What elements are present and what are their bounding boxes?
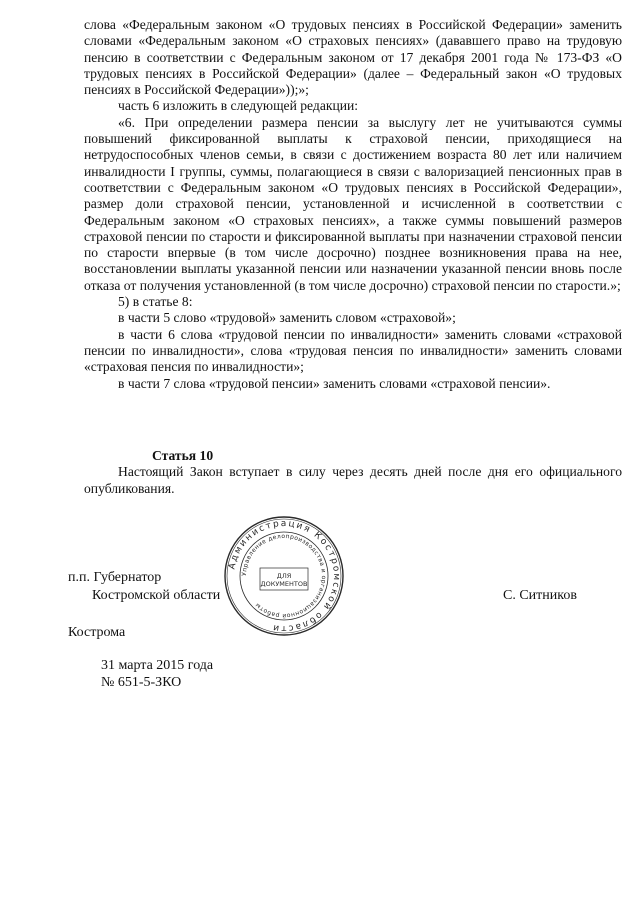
paragraph-continuation: слова «Федеральным законом «О трудовых пенсиях в Российской Федерации» заменить словами «Федеральным законом «О страховых пенсиях» (дававшего право на трудовую пенсию в соответствии с Федеральным законом от 17 декабря 2001 года № 173-ФЗ «О трудовых пенсиях в Российской Федерации» (далее – Федеральный закон «О трудовых пенсиях в Российской Федерации»));»; xyxy=(84,17,622,98)
signature-title-line1: п.п. Губернатор xyxy=(68,570,162,585)
paragraph-item5: 5) в статье 8: xyxy=(118,294,193,310)
article-10 xyxy=(84,448,622,497)
stamp-center-line2: ДОКУМЕНТОВ xyxy=(260,580,308,588)
paragraph-part6-intro: часть 6 изложить в следующей редакции: xyxy=(118,98,359,114)
paragraph-part6-text: «6. При определении размера пенсии за выслугу лет не учитываются суммы повышений фиксированной выплаты к страховой пенсии, приходящиеся на нетрудоспособных членов семьи, в связи с достижением возраста 80 лет или наличием инвалидности I группы, суммы, полагающиеся в связи с валоризацией пенсионных прав в соответствии с Федеральным законом «О трудовых пенсиях в Российской Федерации», размер доли страховой пенсии, установленной и исчисленной в соответствии с Федеральным законом «О страховых пенсиях», а также суммы повышений размеров страховой пенсии по старости и фиксированной выплаты при назначении страховой пенсии по старости впервые (в том числе досрочно) позднее возникновения права на нее, восстановлении выплаты указанной пенсии или назначении указанной пенсии вновь после отказа от получения установленной (в том числе досрочно) страховой пенсии по старости.»; xyxy=(84,114,622,293)
amendment-text xyxy=(84,17,622,392)
paragraph-item5-part6: в части 6 слова «трудовой пенсии по инвалидности» заменить словами «страховой пенсии по инвалидности», слова «трудовая пенсия по инвалидности» заменить словами «страховая пенсия по инвалидности»; xyxy=(84,326,622,375)
signature-name: С. Ситников xyxy=(503,588,577,603)
article-10-text: Настоящий Закон вступает в силу через десять дней после дня его официального опубликования. xyxy=(84,464,622,496)
place-of-signing: Кострома xyxy=(68,625,126,640)
signing-date: 31 марта 2015 года xyxy=(101,658,214,673)
official-stamp xyxy=(222,514,346,638)
signature-title-line2: Костромской области xyxy=(92,588,221,603)
stamp-outer-text: Администрация Костромской области xyxy=(227,518,342,634)
paragraph-item5-part5: в части 5 слово «трудовой» заменить словом «страховой»; xyxy=(118,310,456,326)
article-10-heading: Статья 10 xyxy=(152,448,214,463)
stamp-seal-graphic xyxy=(222,514,346,638)
paragraph-item5-part7: в части 7 слова «трудовой пенсии» заменить словами «страховой пенсии». xyxy=(118,375,551,391)
stamp-center-line1: ДЛЯ xyxy=(276,572,292,580)
stamp-inner-text: Управление делопроизводства и организационной работы xyxy=(240,532,328,620)
law-number: № 651-5-ЗКО xyxy=(101,675,182,690)
